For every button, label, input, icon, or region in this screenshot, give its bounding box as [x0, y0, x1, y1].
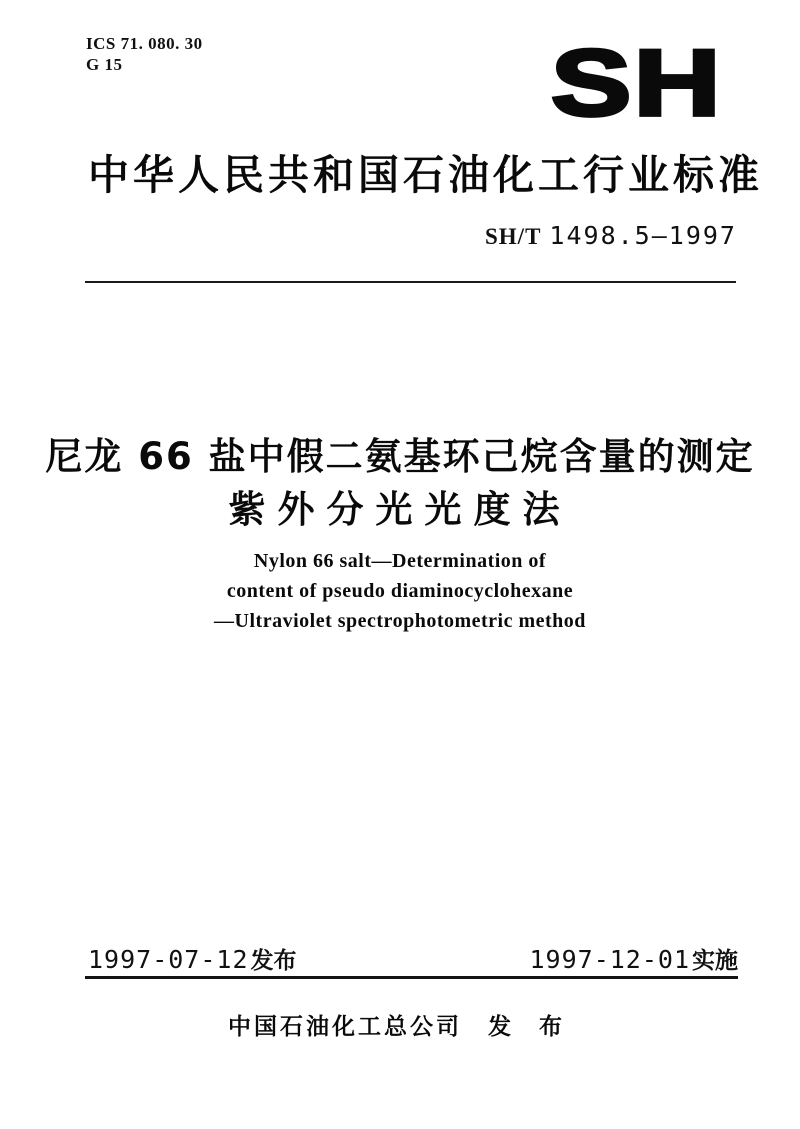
document-title-zh-line1: 尼龙 66 盐中假二氨基环己烷含量的测定: [45, 435, 755, 478]
implement-date: 1997-12-01: [529, 945, 690, 974]
document-title-en-line2: content of pseudo diaminocyclohexane: [226, 580, 574, 602]
standard-number: [485, 221, 737, 250]
document-title-zh-line2: 紫外分光光度法: [228, 488, 572, 531]
sh-logo: SH: [551, 30, 723, 136]
ics-block: [86, 33, 203, 76]
top-horizontal-rule: [85, 281, 736, 283]
dates-row: [88, 942, 738, 975]
issue-label: 发布: [250, 948, 297, 974]
issue-date-item: [88, 942, 297, 975]
ics-code: ICS 71. 080. 30: [86, 34, 203, 53]
doc-class-code: G 15: [86, 55, 123, 75]
document-title-en-line3: —Ultraviolet spectrophotometric method: [214, 610, 586, 632]
document-title-en-line1: Nylon 66 salt—Determination of: [253, 550, 547, 572]
publisher-name: 中国石油化工总公司: [227, 1014, 462, 1040]
standard-number-value: 1498.5—1997: [549, 221, 737, 250]
implement-label: 实施: [692, 948, 738, 974]
publish-label: 发 布: [487, 1014, 572, 1040]
implement-date-item: [529, 942, 738, 975]
standard-number-prefix: SH/T: [485, 224, 542, 249]
bottom-horizontal-rule: [85, 976, 738, 979]
publisher-row: [0, 1008, 800, 1041]
issue-date: 1997-07-12: [88, 945, 249, 974]
standard-name-heading: 中华人民共和国石油化工行业标准: [88, 151, 763, 199]
document-title-en: [0, 546, 800, 636]
